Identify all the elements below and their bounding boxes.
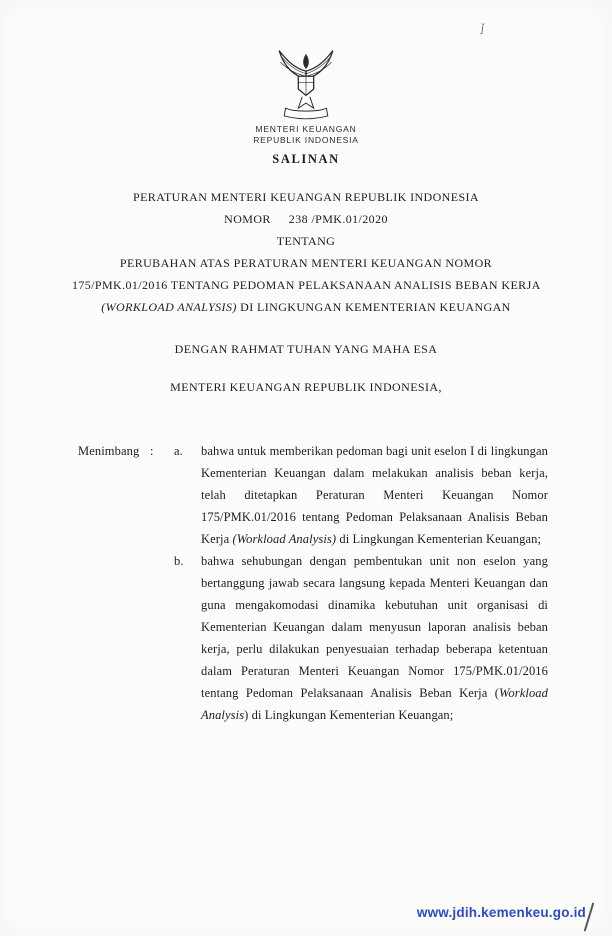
item-text-a: [201, 440, 548, 550]
subject-text-italic: (WORKLOAD ANALYSIS): [101, 300, 237, 314]
menimbang-label: Menimbang: [78, 444, 140, 458]
consideration-item-a: [174, 440, 548, 550]
number-label: NOMOR: [224, 212, 271, 226]
regulation-subject: [71, 252, 541, 318]
item-a-text-italic: (Workload Analysis): [232, 532, 337, 546]
subject-text-post: DI LINGKUNGAN KEMENTERIAN KEUANGAN: [236, 300, 511, 314]
item-b-text-italic: Workload Analysis: [201, 686, 548, 722]
authority-line: MENTERI KEUANGAN REPUBLIK INDONESIA,: [170, 380, 442, 394]
subject-text-pre: PERUBAHAN ATAS PERATURAN MENTERI KEUANGAN NOMOR 175/PMK.01/2016 TENTANG PEDOMAN PELAKSANAAN ANALISIS BEBAN KERJA: [71, 256, 541, 292]
garuda-pancasila-emblem-icon: [274, 40, 338, 124]
consideration-items: [174, 440, 548, 726]
regulation-number-line: [71, 208, 541, 230]
about-label: TENTANG: [276, 234, 336, 248]
considerations-section: [78, 440, 548, 726]
item-a-text-post: di Lingkungan Kementerian Keuangan;: [336, 532, 542, 546]
letterhead: [0, 124, 612, 146]
menimbang-colon: :: [150, 444, 154, 458]
item-letter-a: a.: [174, 444, 183, 458]
consideration-item-b: [174, 550, 548, 726]
item-b-text-pre: bahwa sehubungan dengan pembentukan unit non eselon yang bertanggung jawab secara langsung kepada Menteri Keuangan dan guna mengakomodasi dinamika kebutuhan unit organisasi di Kementerian Keuangan dalam menyusun laporan analisis beban kerja, perlu dilakukan penyesuaian terhadap beberapa ketentuan dalam Peraturan Menteri Keuangan Nomor 175/PMK.01/2016 tentang Pedoman Pelaksanaan Analisis Beban Kerja (: [201, 554, 548, 700]
item-a-text-pre: bahwa untuk memberikan pedoman bagi unit eselon I di lingkungan Kementerian Keuangan dalam melakukan analisis beban kerja, telah ditetapkan Peraturan Menteri Keuangan Nomor 175/PMK.01/2016 tentang Pedoman Pelaksanaan Analisis Beban Kerja: [201, 444, 548, 546]
jdih-watermark-url: www.jdih.kemenkeu.go.id: [416, 905, 586, 920]
republic-name: REPUBLIK INDONESIA: [253, 135, 359, 145]
grace-line: DENGAN RAHMAT TUHAN YANG MAHA ESA: [174, 342, 438, 356]
copy-label: SALINAN: [272, 152, 340, 166]
number-value: 238 /PMK.01/2020: [288, 212, 388, 226]
handwritten-mark: ǰ: [480, 21, 485, 36]
item-text-b: [201, 550, 548, 726]
item-letter-b: b.: [174, 554, 184, 568]
title-block: [71, 186, 541, 398]
regulation-heading: PERATURAN MENTERI KEUANGAN REPUBLIK INDONESIA: [133, 190, 479, 204]
ministry-name: MENTERI KEUANGAN: [255, 124, 357, 134]
item-b-text-post: ) di Lingkungan Kementerian Keuangan;: [244, 708, 454, 722]
